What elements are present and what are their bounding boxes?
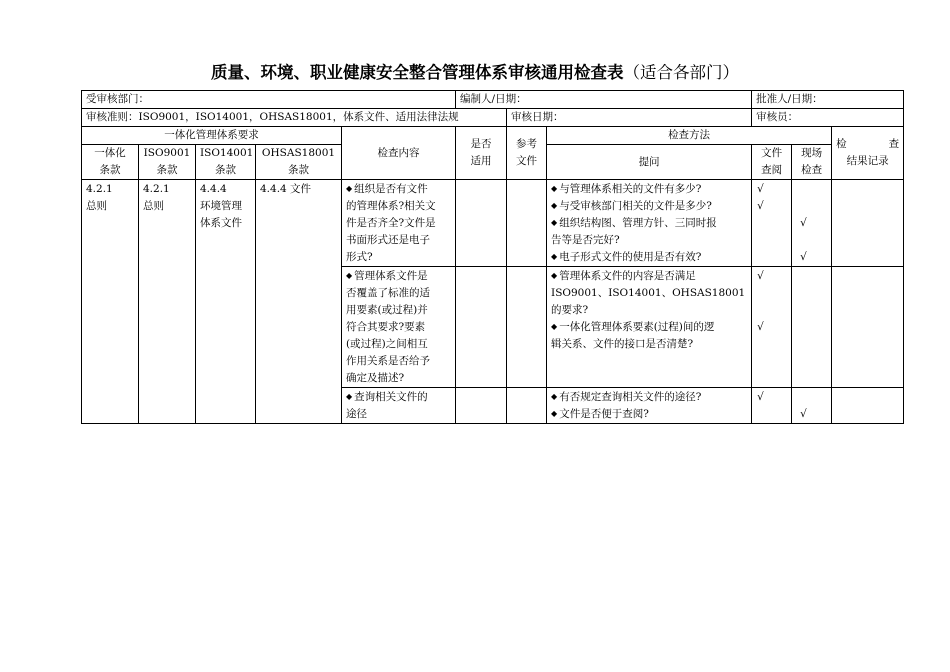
bullet-icon [551,270,559,282]
question-line: 电子形式文件的使用是否有效? [559,251,702,263]
method-header: 检查方法 [547,127,832,145]
bullet-icon [346,391,354,403]
site-check-cell [792,267,832,388]
question-line: 有否规定查询相关文件的途径? [559,391,702,403]
question-line: 告等是否完好? [551,234,620,246]
approver-date-cell[interactable]: 批准人/日期： [752,91,904,109]
check-content-cell [342,267,456,388]
bullet-icon [551,251,559,263]
check-mark-icon: √ [800,217,807,229]
question-line: 管理体系文件的内容是否满足 [559,270,696,282]
site-check-cell [792,388,832,424]
clause-line: 4.4.4 [200,183,227,195]
content-line: 书面形式还是电子 [346,234,430,246]
header-line: ISO9001 [143,147,191,159]
applicable-cell[interactable] [456,180,507,267]
result-cell[interactable] [832,180,904,267]
info-row-2 [82,109,904,127]
question-line: 一体化管理体系要素(过程)间的逻 [559,321,715,333]
page-title [0,62,950,84]
check-content-cell [342,180,456,267]
content-line: 用要素(或过程)并 [346,304,428,316]
header-line: 条款 [215,164,236,176]
question-line: 与管理体系相关的文件有多少? [559,183,702,195]
bullet-icon [551,391,559,403]
result-header [832,127,904,180]
check-content-cell [342,388,456,424]
check-mark-icon: √ [757,391,764,403]
check-mark-icon [757,406,787,423]
clause-line: 4.2.1 [143,183,170,195]
content-line: 否覆盖了标准的适 [346,287,430,299]
doc-review-cell [752,180,792,267]
bullet-icon [346,183,354,195]
content-line: 管理体系文件是 [354,270,428,282]
reference-header-line: 文件 [516,155,538,167]
title-main: 质量、环境、职业健康安全整合管理体系审核通用检查表 [211,63,624,82]
content-line: 件是否齐全?文件是 [346,217,436,229]
content-line: 途径 [346,408,367,420]
question-cell [547,180,752,267]
doc-review-header [752,145,792,180]
checklist-table [81,90,904,424]
clause-line: 环境管理 [200,200,242,212]
ohsas-clause-header [256,145,342,180]
question-cell [547,388,752,424]
content-line: 作用关系是否给予 [346,355,430,367]
applicable-header [456,127,507,180]
header-line: 查阅 [761,164,783,176]
applicable-cell[interactable] [456,388,507,424]
question-line: 组织结构图、管理方针、三同时报 [559,217,717,229]
title-suffix: （适合各部门） [623,63,739,82]
result-header-line [836,136,899,153]
clause-line: 体系文件 [200,217,242,229]
audit-date-cell[interactable]: 审核日期： [507,109,752,127]
content-line: 组织是否有文件 [354,183,428,195]
content-line: (或过程)之间相互 [346,338,428,350]
applicable-cell[interactable] [456,267,507,388]
question-cell [547,267,752,388]
question-line: ISO9001、ISO14001、OHSAS18001 [551,287,746,299]
doc-review-cell [752,267,792,388]
table-row [82,180,904,267]
integrated-clause-header [82,145,139,180]
check-mark-icon: √ [800,251,807,263]
result-cell[interactable] [832,388,904,424]
header-line: 一体化 [94,147,126,159]
content-line: 的管理体系?相关文 [346,200,436,212]
content-line: 查询相关文件的 [354,391,428,403]
iso14001-clause-header [196,145,256,180]
question-line: 的要求? [551,304,589,316]
check-mark-icon [797,181,827,198]
iso14001-clause-cell [196,180,256,424]
header-line: 条款 [99,164,121,176]
check-mark-icon: √ [757,270,764,282]
site-check-cell [792,180,832,267]
reference-header-line: 参考 [516,138,538,150]
header-line: 现场 [801,147,823,159]
site-check-header [792,145,832,180]
criteria-cell: 审核准则：ISO9001，ISO14001，OHSAS18001，体系文件、适用法律法规 [82,109,507,127]
result-char: 检 [836,138,866,150]
ohsas-clause-cell [256,180,342,424]
result-header-line: 结果记录 [846,155,889,167]
header-line: 条款 [288,164,309,176]
integrated-clause-cell [82,180,139,424]
result-cell[interactable] [832,267,904,388]
bullet-icon [346,270,354,282]
question-header: 提问 [547,145,752,180]
content-line: 确定及描述? [346,372,405,384]
result-char: 查 [888,138,900,150]
header-line: 文件 [761,147,783,159]
auditor-cell[interactable]: 审核员： [752,109,904,127]
header-row-1 [82,127,904,145]
reference-header [507,127,547,180]
content-line: 形式? [346,251,373,263]
applicable-header-line: 是否 [470,138,492,150]
bullet-icon [551,200,559,212]
check-mark-icon: √ [757,183,764,195]
check-mark-icon [757,249,787,266]
check-mark-icon [797,198,827,215]
question-line: 辑关系、文件的接口是否清楚? [551,338,694,350]
doc-review-cell [752,388,792,424]
applicable-header-line: 适用 [470,155,492,167]
clause-line: 4.2.1 [86,183,113,195]
clause-line: 总则 [143,200,164,212]
iso9001-clause-cell [139,180,196,424]
check-mark-icon: √ [757,200,764,212]
question-line: 文件是否便于查阅? [559,408,649,420]
check-content-header: 检查内容 [342,127,456,180]
bullet-icon [551,408,559,420]
clause-line: 4.4.4 文件 [260,183,312,195]
header-line: OHSAS18001 [261,147,336,159]
clause-line: 总则 [86,200,107,212]
check-mark-icon: √ [800,408,807,420]
iso9001-clause-header [139,145,196,180]
check-mark-icon [797,389,827,406]
content-line: 符合其要求?要素 [346,321,426,333]
info-row-1 [82,91,904,109]
reference-cell[interactable] [507,267,547,388]
bullet-icon [551,183,559,195]
check-mark-icon: √ [757,321,764,333]
header-line: ISO14001 [200,147,254,159]
preparer-date-cell[interactable]: 编制人/日期： [456,91,752,109]
integrated-req-header: 一体化管理体系要求 [82,127,342,145]
reference-cell[interactable] [507,388,547,424]
question-line: 与受审核部门相关的文件是多少? [559,200,712,212]
header-line: 检查 [801,164,823,176]
header-line: 条款 [156,164,178,176]
bullet-icon [551,217,559,229]
reference-cell[interactable] [507,180,547,267]
bullet-icon [551,321,559,333]
check-mark-icon [757,215,787,232]
audited-dept-cell[interactable]: 受审核部门： [82,91,456,109]
